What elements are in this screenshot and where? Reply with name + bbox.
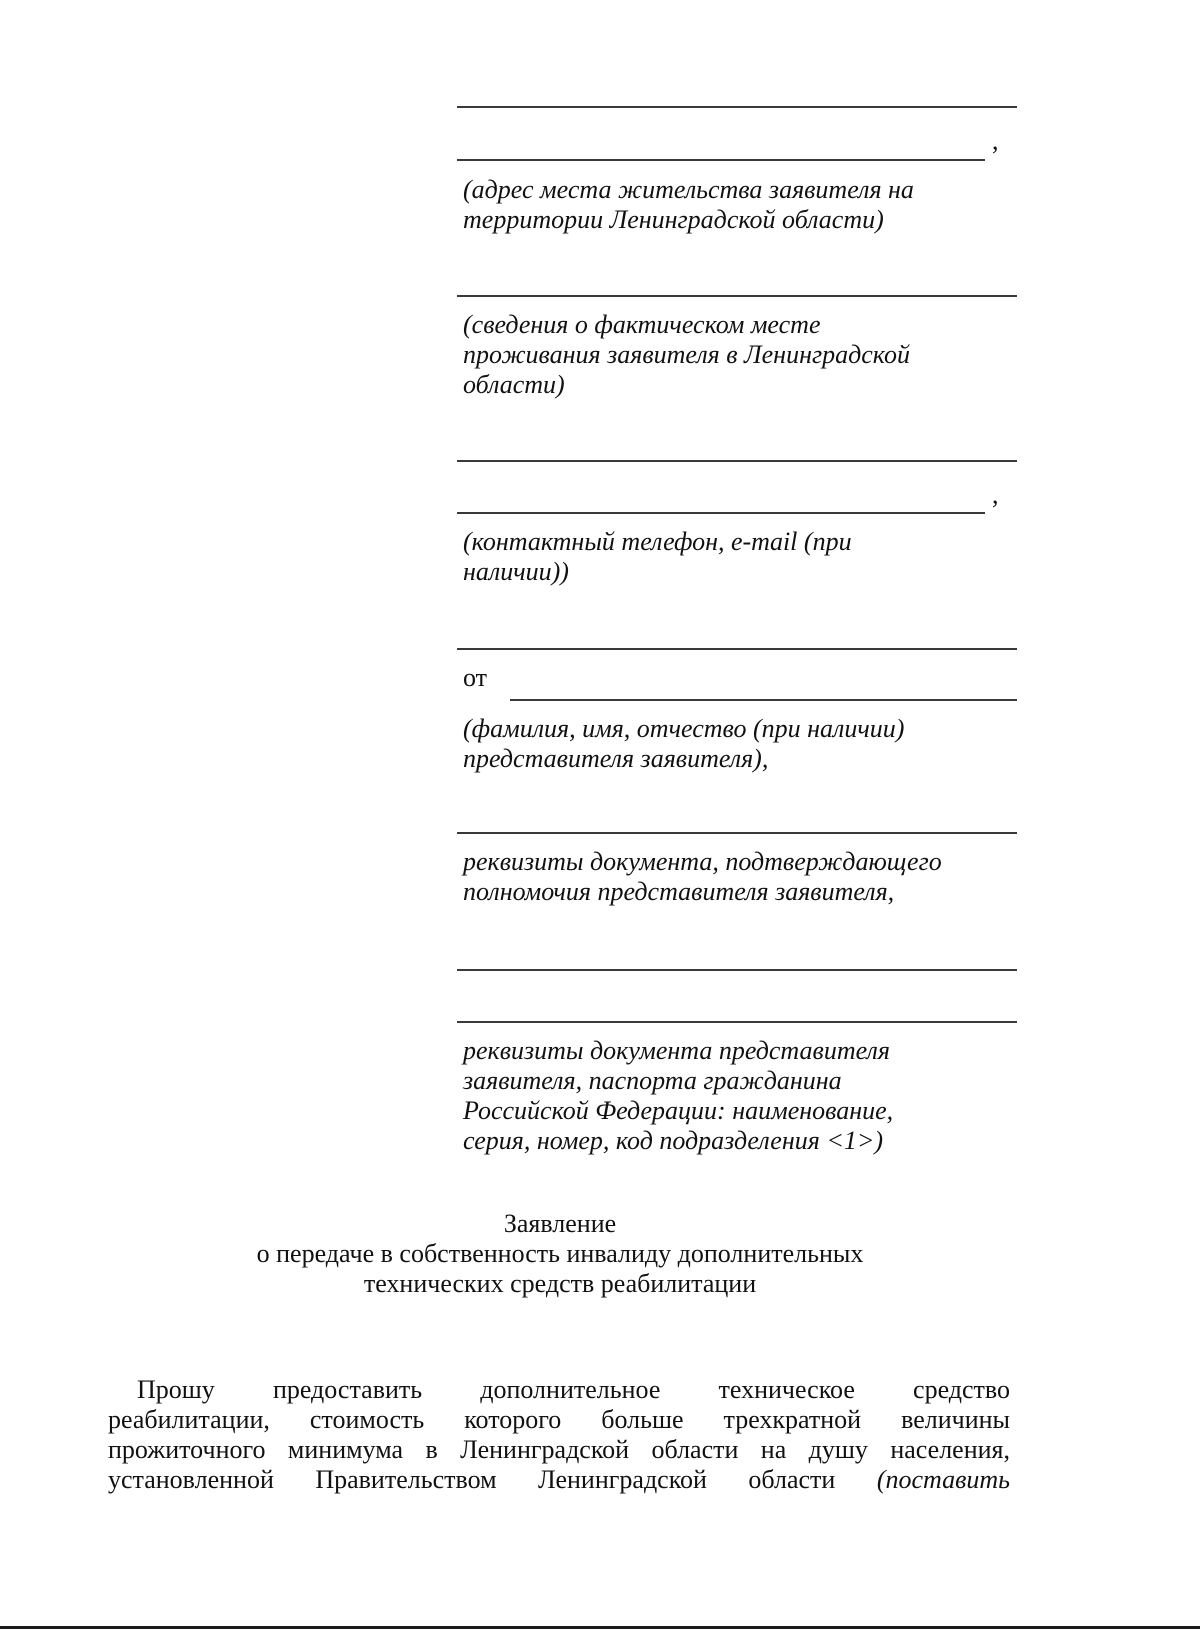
actual-residence-line[interactable] — [457, 295, 1017, 297]
authority-doc-caption: реквизиты документа, подтверждающего полномочия представителя заявителя, — [463, 847, 942, 906]
title-line-2: о передаче в собственность инвалиду дополнительных — [256, 1239, 864, 1268]
passport-line-1[interactable] — [457, 969, 1017, 971]
body-line-2: реабилитации, стоимость которого больше трехкратной величины — [108, 1405, 1010, 1434]
contact-caption: (контактный телефон, e-mail (при наличии)) — [463, 527, 852, 586]
authority-doc-line[interactable] — [457, 832, 1017, 834]
document-title — [180, 1209, 940, 1299]
contact-line-1[interactable] — [457, 460, 1017, 462]
body-line-4-regular: установленной Правительством Ленинградской области — [108, 1465, 836, 1494]
actual-residence-caption: (сведения о фактическом месте проживания заявителя в Ленинградской области) — [463, 310, 910, 399]
contact-line-2[interactable] — [457, 512, 985, 514]
representative-name-line[interactable] — [510, 699, 1017, 701]
residence-comma: , — [992, 126, 999, 155]
residence-address-line-2[interactable] — [457, 159, 985, 161]
residence-caption: (адрес места жительства заявителя на территории Ленинградской области) — [463, 175, 914, 234]
title-line-3: технических средств реабилитации — [363, 1269, 757, 1298]
page-bottom-edge — [0, 1626, 1200, 1629]
from-label: от — [463, 663, 488, 692]
representative-name-caption: (фамилия, имя, отчество (при наличии) представителя заявителя), — [463, 714, 905, 773]
body-line-4-italic: (поставить — [876, 1465, 1011, 1494]
title-line-1: Заявление — [503, 1209, 617, 1238]
body-paragraph — [108, 1375, 1010, 1495]
contact-comma: , — [992, 480, 999, 509]
body-line-3: прожиточного минимума в Ленинградской области на душу населения, — [108, 1435, 1010, 1464]
residence-address-line-1[interactable] — [457, 106, 1017, 108]
passport-caption: реквизиты документа представителя заявителя, паспорта гражданина Российской Федерации: наименование, серия, номер, код подразделения <1>) — [463, 1036, 894, 1155]
body-line-4 — [108, 1465, 1010, 1495]
representative-line-1[interactable] — [457, 648, 1017, 650]
body-line-1: Прошу предоставить дополнительное техническое средство — [137, 1375, 1010, 1404]
passport-line-2[interactable] — [457, 1021, 1017, 1023]
